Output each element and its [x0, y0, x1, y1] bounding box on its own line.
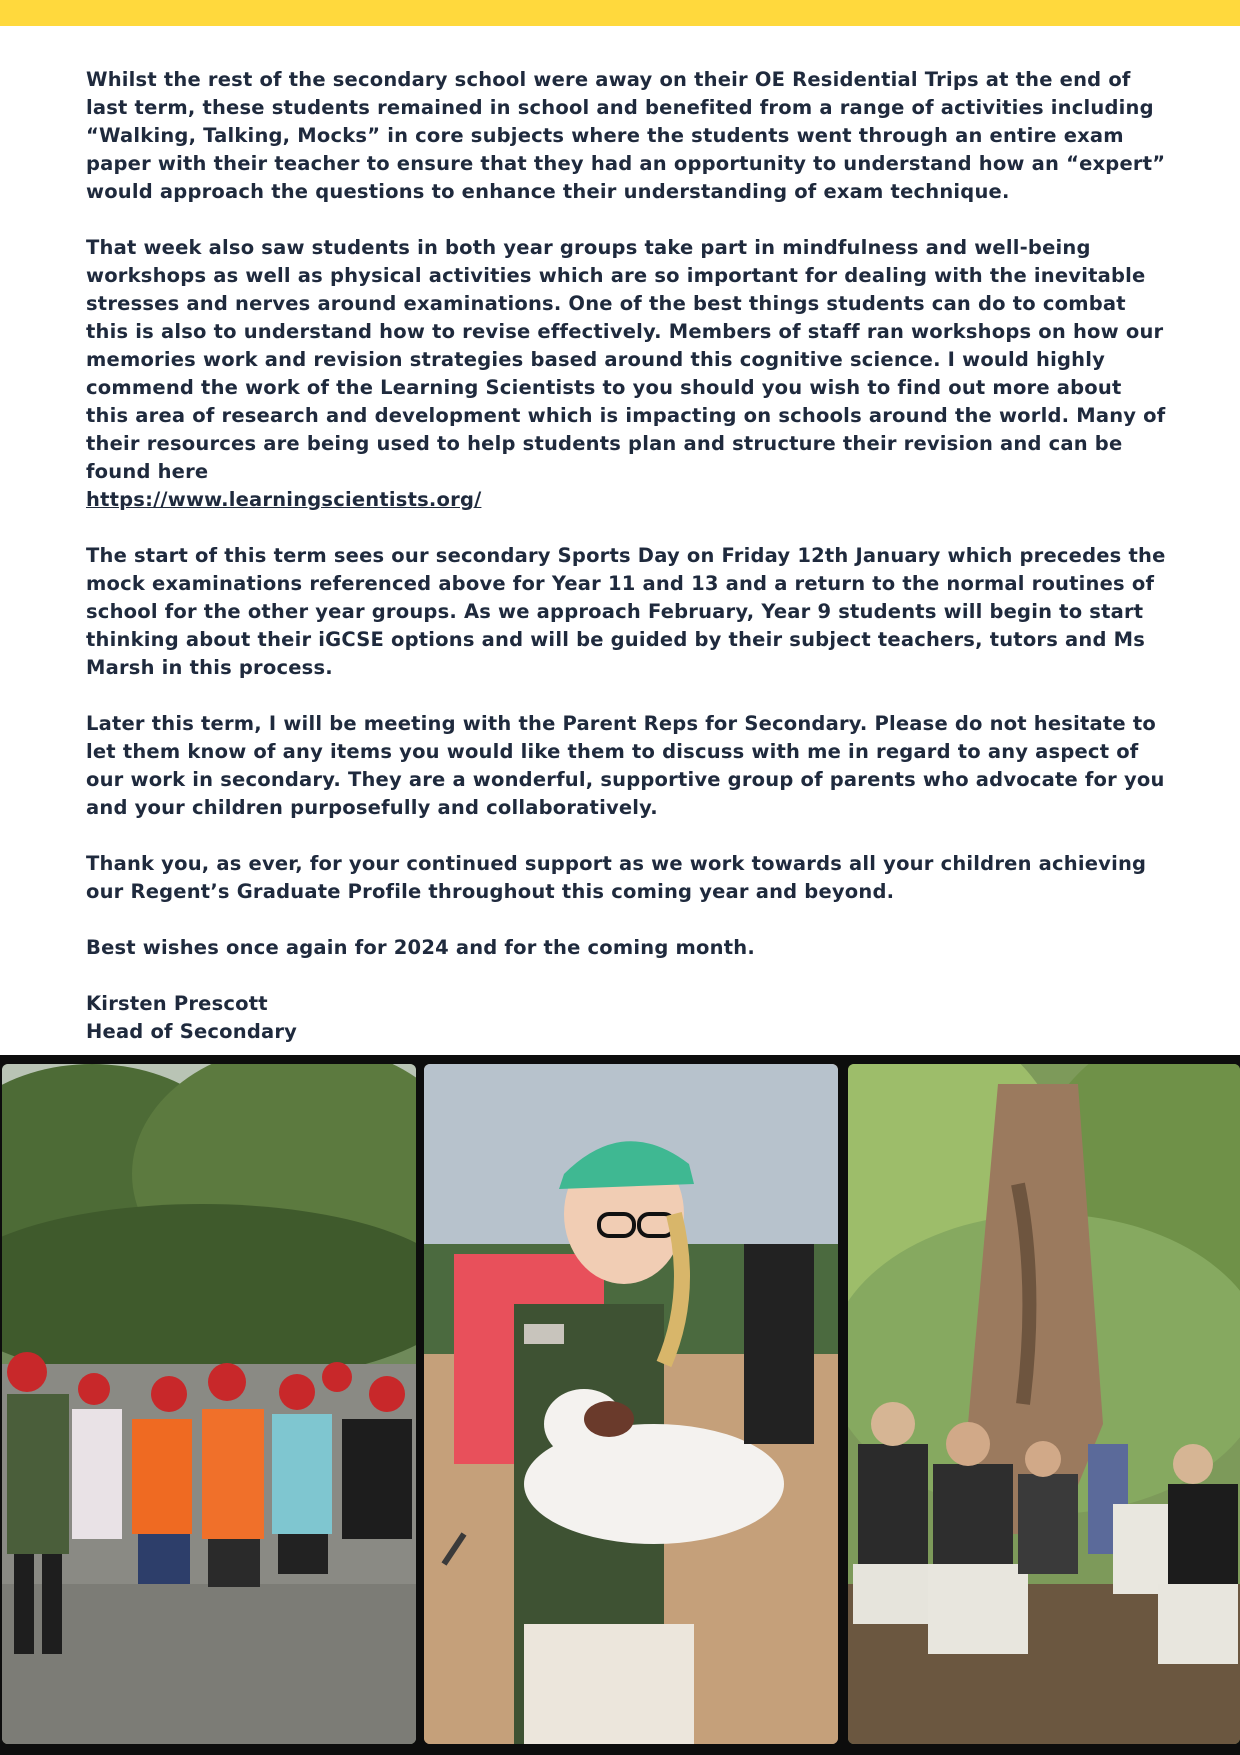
paragraph-parent-reps: Later this term, I will be meeting with the Parent Reps for Secondary. Please do not hesitate to let them know of any items you would like them to discuss with me in regard to any aspect of our work in secondary. They are a wonderful, supportive group of parents who advocate for you and your children purposefully and collaboratively. — [86, 712, 1165, 819]
paragraph-exam-technique: Whilst the rest of the secondary school were away on their OE Residential Trips at the end of last term, these students remained in school and benefited from a range of activities including “Walking, Talking, Mocks” in core subjects where the students went through an entire exam paper with their teacher to ensure that they had an opportunity to understand how an “expert” would approach the questions to enhance their understanding of exam technique. — [86, 68, 1166, 203]
newsletter-letter — [86, 66, 1166, 1074]
photo-student-goat — [424, 1064, 838, 1744]
header-accent-bar — [0, 0, 1240, 26]
paragraph-wellbeing-workshops — [86, 234, 1166, 514]
photo-student-goat-image — [424, 1064, 838, 1744]
photo-students-tree — [848, 1064, 1240, 1744]
paragraph-sports-day: The start of this term sees our secondary Sports Day on Friday 12th January which precedes the mock examinations referenced above for Year 11 and 13 and a return to the normal routines of school for the other year groups. As we approach February, Year 9 students will begin to start thinking about their iGCSE options and will be guided by their subject teachers, tutors and Ms Marsh in this process. — [86, 544, 1166, 679]
paragraph-best-wishes: Best wishes once again for 2024 and for the coming month. — [86, 936, 755, 959]
signature-title: Head of Secondary — [86, 1020, 298, 1043]
signature-name: Kirsten Prescott — [86, 992, 268, 1015]
paragraph-wellbeing-text: That week also saw students in both year groups take part in mindfulness and well-being workshops as well as physical activities which are so important for dealing with the inevitable stresses and nerves around examinations. One of the best things students can do to combat this is also to understand how to revise effectively. Members of staff ran workshops on how our memories work and revision strategies based around this cognitive science. I would highly commend the work of the Learning Scientists to you should you wish to find out more about this area of research and development which is impacting on schools around the world. Many of their resources are being used to help students plan and structure their revision and can be found here — [86, 236, 1166, 483]
paragraph-thank-you: Thank you, as ever, for your continued support as we work towards all your children achieving our Regent’s Graduate Profile throughout this coming year and beyond. — [86, 852, 1147, 903]
signature — [86, 990, 1166, 1046]
photo-strip — [0, 1055, 1240, 1755]
photo-students-tree-image — [848, 1064, 1240, 1744]
photo-students-helmets-image — [2, 1064, 416, 1744]
photo-students-helmets — [2, 1064, 416, 1744]
learning-scientists-link[interactable]: https://www.learningscientists.org/ — [86, 488, 482, 511]
